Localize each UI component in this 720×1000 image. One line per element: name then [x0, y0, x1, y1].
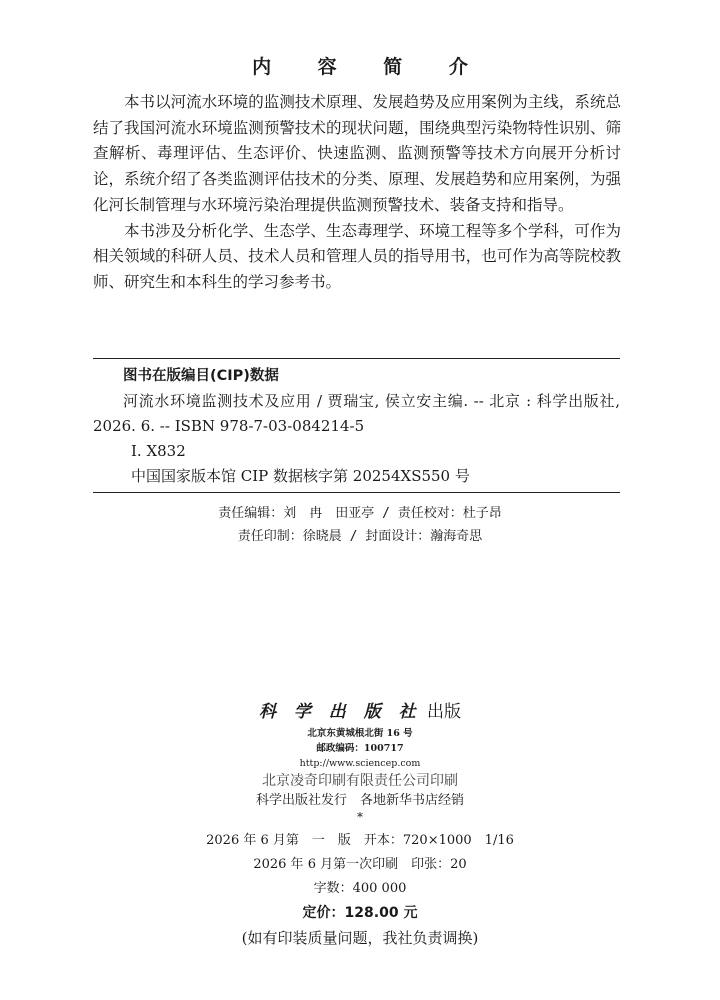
- word-count-line: 字数：400 000: [313, 881, 407, 896]
- cip-block: [93, 364, 620, 489]
- publisher-address: 北京东黄城根北街 16 号: [307, 728, 413, 739]
- cip-approval-number: 中国国家版本馆 CIP 数据核字第 20254XS550 号: [131, 467, 470, 485]
- publisher-suffix: 出版: [427, 702, 462, 722]
- publisher-postcode: 邮政编码：100717: [316, 743, 404, 754]
- intro-body: [93, 90, 621, 296]
- printer-line: 北京凌奇印刷有限责任公司印刷: [262, 773, 458, 789]
- credits-block: [0, 502, 720, 548]
- imprint-block: [0, 698, 720, 951]
- printing-line: 2026 年 6 月第一次印刷 印张：20: [253, 857, 467, 872]
- intro-title: 内 容 简 介: [252, 56, 488, 78]
- publisher-logo-name: 科 学 出 版 社: [258, 702, 422, 722]
- intro-paragraph-2: 本书涉及分析化学、生态学、生态毒理学、环境工程等多个学科，可作为相关领域的科研人员、技术人员和管理人员的指导用书，也可作为高等院校教师、研究生和本科生的学习参考书。: [93, 221, 621, 291]
- publisher-line: [0, 698, 720, 726]
- credits-production: 责任印制：徐晓晨 / 封面设计：瀚海奇思: [237, 529, 483, 544]
- edition-line: 2026 年 6 月第 一 版 开本：720×1000 1/16: [206, 833, 514, 848]
- cip-classification: Ⅰ. X832: [131, 442, 186, 460]
- quality-notice: (如有印装质量问题，我社负责调换): [241, 929, 479, 947]
- distribution-line: 科学出版社发行 各地新华书店经销: [255, 793, 464, 808]
- intro-paragraph-1: 本书以河流水环境的监测技术原理、发展趋势及应用案例为主线，系统总结了我国河流水环境监测预警技术的现状问题，围绕典型污染物特性识别、筛查解析、毒理评估、生态评价、快速监测、监测预警等技术方向展开分析讨论，系统介绍了各类监测评估技术的分类、原理、发展趋势和应用案例，为强化河长制管理与水环境污染治理提供监测预警技术、装备支持和指导。: [93, 93, 621, 214]
- cip-bottom-rule: [93, 492, 620, 493]
- cip-heading: 图书在版编目(CIP)数据: [123, 368, 279, 384]
- cip-top-rule: [93, 358, 620, 359]
- price-line: 定价：128.00 元: [302, 905, 418, 921]
- separator-star: *: [357, 810, 363, 824]
- cip-entry: 河流水环境监测技术及应用 / 贾瑞宝, 侯立安主编. -- 北京 : 科学出版社, 2026. 6. -- ISBN 978-7-03-084214-5: [93, 392, 620, 435]
- publisher-website: http://www.sciencep.com: [299, 758, 421, 769]
- credits-editors: 责任编辑：刘 冉 田亚亭 / 责任校对：杜子昂: [218, 506, 502, 521]
